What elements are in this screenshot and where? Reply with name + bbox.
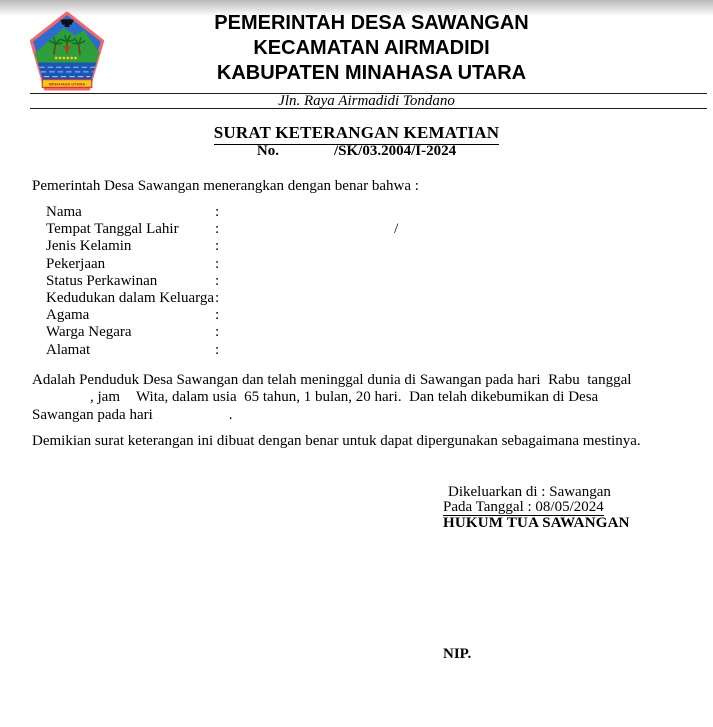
field-row-warga-negara: Warga Negara : <box>46 324 220 341</box>
field-row-jenis-kelamin: Jenis Kelamin : <box>46 238 220 255</box>
field-row-tempat-tanggal-lahir: Tempat Tanggal Lahir : / <box>46 221 399 238</box>
nip-label: NIP. <box>443 646 472 662</box>
field-row-kedudukan-dalam-keluarga: Kedudukan dalam Keluarga: <box>46 290 220 307</box>
number-value: /SK/03.2004/I-2024 <box>333 143 457 159</box>
issued-at: Dikeluarkan di : Sawangan <box>448 484 611 500</box>
intro-sentence: Pemerintah Desa Sawangan menerangkan dengan benar bahwa : <box>32 178 419 194</box>
person-fields <box>46 204 398 359</box>
svg-text:MINAHASA UTARA: MINAHASA UTARA <box>48 81 86 87</box>
org-name: PEMERINTAH DESA SAWANGAN <box>214 12 529 34</box>
death-statement <box>32 372 631 424</box>
death-statement-line1: Adalah Penduduk Desa Sawangan dan telah meninggal dunia di Sawangan pada hari Rabu tanggal <box>32 372 632 388</box>
field-row-agama: Agama : <box>46 307 220 324</box>
death-statement-line3: Sawangan pada hari . <box>32 406 233 423</box>
document-title <box>0 123 713 145</box>
org-district: KECAMATAN AIRMADIDI <box>253 37 490 59</box>
org-regency: KABUPATEN MINAHASA UTARA <box>216 62 527 84</box>
closing-sentence: Demikian surat keterangan ini dibuat dengan benar untuk dapat dipergunakan sebagaimana mestinya. <box>32 433 641 449</box>
document-number-line <box>0 143 713 160</box>
field-row-pekerjaan: Pekerjaan : <box>46 255 220 272</box>
field-row-status-perkawinan: Status Perkawinan : <box>46 272 220 289</box>
signer-title: HUKUM TUA SAWANGAN <box>443 514 630 531</box>
signature-block <box>443 485 630 530</box>
birth-place-date-separator: / <box>394 221 399 238</box>
letterhead-rule-bottom <box>30 108 707 109</box>
document-title-text: SURAT KETERANGAN KEMATIAN <box>214 123 500 145</box>
number-label: No. <box>256 143 279 159</box>
letterhead <box>0 11 713 86</box>
field-row-nama: Nama : <box>46 204 220 220</box>
letterhead-address: Jln. Raya Airmadidi Tondano <box>278 92 455 109</box>
death-statement-line2: , jam Wita, dalam usia 65 tahun, 1 bulan, 20 hari. Dan telah dikebumikan di Desa <box>90 389 599 406</box>
field-row-alamat: Alamat : <box>46 341 220 358</box>
issued-date: Pada Tanggal : 08/05/2024 <box>443 498 604 515</box>
